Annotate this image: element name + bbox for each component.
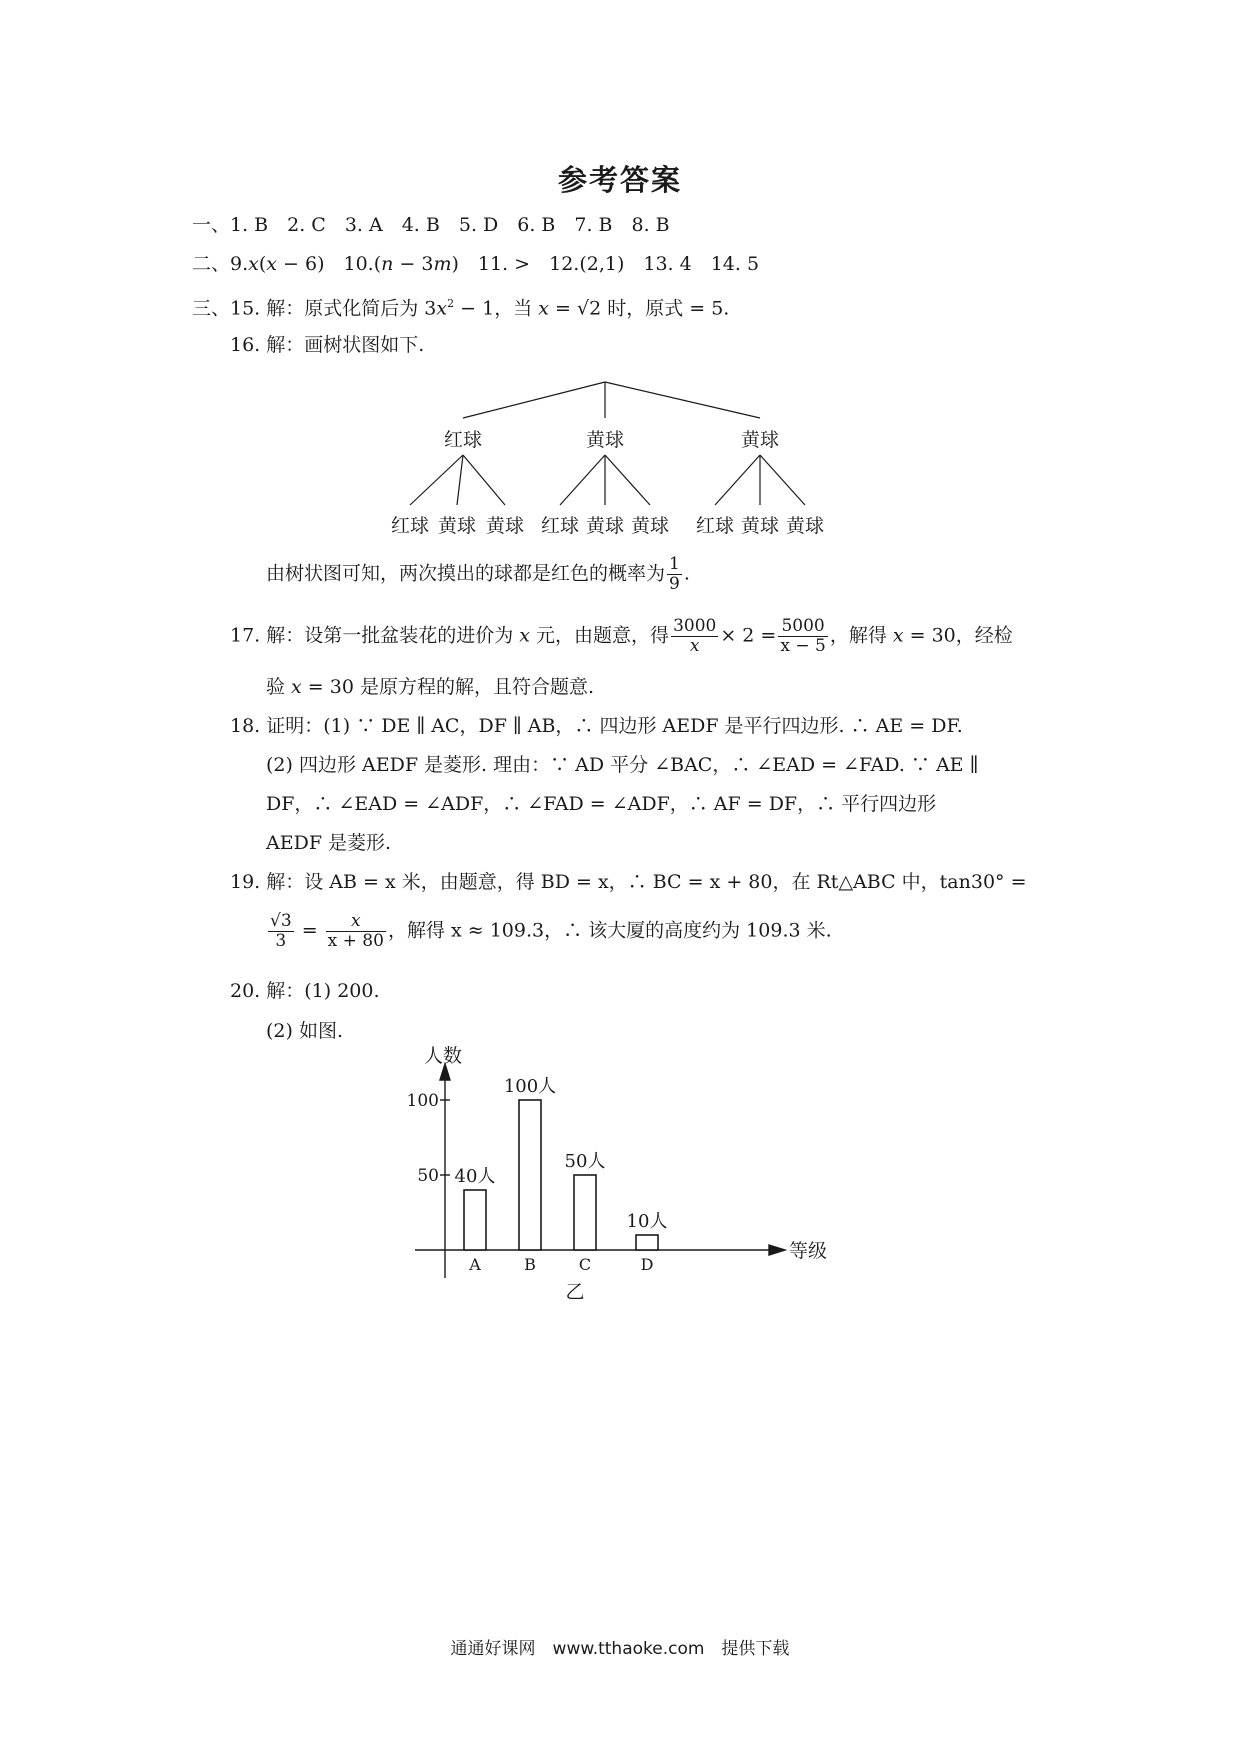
tree-level2-node: 黄球 (437, 515, 477, 537)
answer-q20-line1: 20. 解：(1) 200. (230, 980, 380, 1002)
y-tick-label: 100 (406, 1091, 439, 1111)
x-tick-label: D (640, 1255, 654, 1274)
tree-level1-node: 黄球 (585, 429, 625, 451)
tree-level2-node: 黄球 (485, 515, 525, 537)
tree-level2-node: 红球 (390, 515, 430, 537)
tree-level2-node: 黄球 (585, 515, 625, 537)
page-title: 参考答案 (557, 163, 682, 197)
answer-q16-conclusion: 由树状图可知，两次摸出的球都是红色的概率为 $\frac{1}{9}$ . (266, 554, 690, 594)
tree-level2-node: 黄球 (785, 515, 825, 537)
answers-multiple-choice: 一、1. B 2. C 3. A 4. B 5. D 6. B 7. B 8. B (192, 214, 670, 236)
y-tick-label: 50 (417, 1166, 439, 1186)
probability-fraction: $\frac{1}{9}$ (669, 554, 680, 594)
tree-level2-node: 黄球 (740, 515, 780, 537)
answer-q15: 三、15. 解：原式化简后为 $3x^2 - 1$，当 x = √2 时，原式 = 5. (192, 297, 730, 320)
x-axis-arrow (769, 1245, 785, 1255)
fraction-3000-over-x: $\frac{3000}{x}$ (673, 616, 717, 656)
answer-q17-line2: 验 x = 30 是原方程的解，且符合题意. (266, 676, 595, 698)
bar-chart (385, 1040, 845, 1320)
answer-q16-intro: 16. 解：画树状图如下. (230, 334, 425, 356)
answer-q19-line2: $\frac{√3}{3}$ = $\frac{x}{x + 80}$ ，解得 x ≈ 109.3，∴ 该大厦的高度约为 109.3 米. (270, 911, 832, 951)
answer-q18-line4: AEDF 是菱形. (266, 832, 392, 854)
answer-q18-line1: 18. 证明：(1) ∵ DE ∥ AC，DF ∥ AB，∴ 四边形 AEDF 是平行四边形. ∴ AE = DF. (230, 715, 963, 737)
probability-tree-diagram (385, 370, 845, 550)
bar (519, 1100, 541, 1250)
x-tick-label: C (578, 1255, 592, 1274)
answers-fill-in: 二、9.x(x − 6) 10.(n − 3m) 11. > 12.(2,1) 13. 4 14. 5 (192, 253, 760, 275)
x-axis-label: 等级 (789, 1240, 828, 1262)
chart-caption: 乙 (565, 1281, 585, 1303)
bar-data-label: 10人 (626, 1211, 668, 1232)
tree-level2-node: 黄球 (630, 515, 670, 537)
bar-data-label: 40人 (454, 1166, 496, 1187)
fraction-root3-over-3: $\frac{√3}{3}$ (270, 911, 292, 951)
answer-q18-line2: (2) 四边形 AEDF 是菱形. 理由：∵ AD 平分 ∠BAC，∴ ∠EAD = ∠FAD. ∵ AE ∥ (266, 754, 979, 776)
fraction-x-over-x-plus-80: $\frac{x}{x + 80}$ (327, 911, 384, 951)
page-footer: 通通好课网 www.tthaoke.com 提供下载 (450, 1639, 790, 1659)
bar (636, 1235, 658, 1250)
tree-level2-node: 红球 (540, 515, 580, 537)
tree-level1-node: 红球 (443, 429, 483, 451)
answer-q19-line1: 19. 解：设 AB = x 米，由题意，得 BD = x，∴ BC = x + 80，在 Rt△ABC 中，tan30° = (230, 871, 1027, 893)
bar (464, 1190, 486, 1250)
bar-data-label: 100人 (503, 1076, 557, 1097)
tree-level2-node: 红球 (695, 515, 735, 537)
answer-q18-line3: DF，∴ ∠EAD = ∠ADF，∴ ∠FAD = ∠ADF，∴ AF = DF，∴ 平行四边形 (266, 793, 937, 815)
answer-q20-line2: (2) 如图. (266, 1020, 343, 1042)
answer-q17-line1: 17. 解：设第一批盆装花的进价为 x 元，由题意，得 $\frac{3000}{x}$ × 2 = $\frac{5000}{x - 5}$ ，解得 x = 30，经检 (230, 616, 1013, 656)
bar-data-label: 50人 (564, 1151, 606, 1172)
x-tick-label: B (524, 1255, 536, 1274)
tree-level1-node: 黄球 (740, 429, 780, 451)
bar (574, 1175, 596, 1250)
x-tick-label: A (469, 1255, 481, 1274)
y-axis-label: 人数 (423, 1045, 463, 1067)
fraction-5000-over-x-minus-5: $\frac{5000}{x - 5}$ (780, 616, 826, 656)
